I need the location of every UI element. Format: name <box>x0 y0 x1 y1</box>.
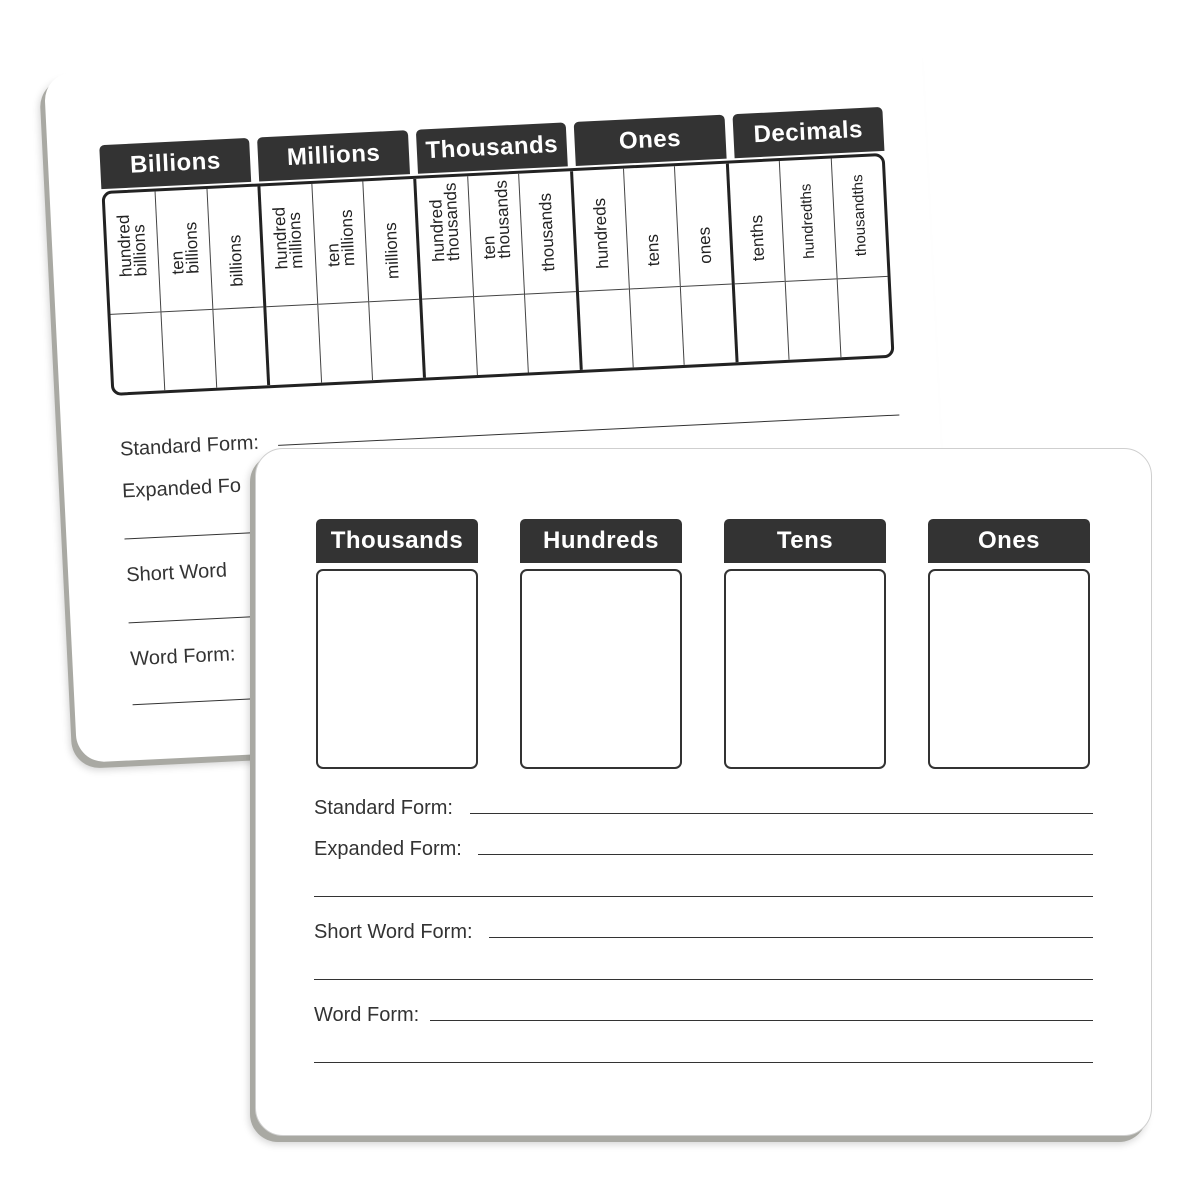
place-column-label <box>207 187 263 310</box>
place-column-cell <box>579 290 633 370</box>
place-column-label <box>312 181 368 304</box>
place-column-text: ones <box>694 226 715 265</box>
standard-form-label: Standard Form: <box>314 797 453 819</box>
place-column-label <box>156 189 212 312</box>
place-column-cell <box>318 302 372 382</box>
back-header-ones: Ones <box>574 115 726 166</box>
place-column-cell <box>681 285 735 365</box>
front-whiteboard <box>255 448 1152 1136</box>
place-column <box>207 187 267 388</box>
short-word-form-line <box>489 937 1093 938</box>
back-header-thousands: Thousands <box>416 122 568 173</box>
word-form-label: Word Form: <box>314 1004 420 1026</box>
tens-box <box>724 569 886 769</box>
place-column-label <box>105 192 161 315</box>
place-column-label <box>780 159 836 282</box>
expanded-form-line <box>478 854 1093 855</box>
place-column-text: hundred thousands <box>425 182 463 263</box>
place-column-text: ten billions <box>167 221 203 276</box>
place-column-text: ten thousands <box>479 179 515 260</box>
short-word-form-label: Short Word Form: <box>314 921 473 943</box>
ones-box <box>928 569 1090 769</box>
place-column-cell <box>162 310 216 390</box>
back-header-millions: Millions <box>257 130 409 181</box>
short-word-form-line-2 <box>314 979 1093 980</box>
place-group-billions <box>105 186 271 392</box>
back-short-word-form-label: Short Word <box>125 559 228 587</box>
back-place-value-headers <box>44 31 921 179</box>
place-column-label <box>261 184 317 307</box>
place-column <box>675 164 735 365</box>
place-column-cell <box>786 279 840 359</box>
place-column-text: billions <box>225 234 247 288</box>
place-column-text: thousandths <box>848 174 870 257</box>
place-column-label <box>675 164 731 287</box>
header-tens: Tens <box>724 519 886 563</box>
place-group-millions <box>261 179 427 385</box>
place-column-text: hundreds <box>589 197 613 270</box>
place-column-label <box>729 161 785 284</box>
place-column-text: hundred billions <box>113 214 151 278</box>
place-column-text: hundred millions <box>269 206 307 270</box>
place-column-cell <box>267 305 321 385</box>
place-column-cell <box>111 312 165 392</box>
place-column-label <box>519 171 575 294</box>
place-group-decimals <box>729 156 892 362</box>
place-column-cell <box>630 287 684 367</box>
header-ones: Ones <box>928 519 1090 563</box>
back-standard-form-line <box>278 414 899 445</box>
place-value-table <box>101 153 894 396</box>
word-form-line <box>430 1020 1093 1021</box>
header-hundreds: Hundreds <box>520 519 682 563</box>
place-column-label <box>573 169 629 292</box>
place-column <box>519 171 579 372</box>
place-column-text: millions <box>381 221 403 280</box>
place-column-text: thousands <box>536 192 559 272</box>
place-column-cell <box>213 307 267 387</box>
place-column-label <box>417 176 473 299</box>
place-column-cell <box>735 282 789 362</box>
hundreds-box <box>520 569 682 769</box>
place-column-cell <box>474 295 528 375</box>
place-group-ones <box>573 164 739 370</box>
expanded-form-label: Expanded Form: <box>314 838 462 860</box>
thousands-box <box>316 569 478 769</box>
place-column-cell <box>525 292 579 372</box>
back-word-form-label: Word Form: <box>129 643 236 671</box>
place-column-label <box>363 179 419 302</box>
back-expanded-form-label: Expanded Fo <box>121 474 242 503</box>
place-column-label <box>831 156 887 279</box>
place-column-cell <box>837 277 891 357</box>
header-thousands: Thousands <box>316 519 478 563</box>
place-column-cell <box>369 300 423 380</box>
place-group-thousands <box>417 171 583 377</box>
place-column-cell <box>423 297 477 377</box>
word-form-line-2 <box>314 1062 1093 1063</box>
place-column-label <box>468 174 524 297</box>
place-column-label <box>624 166 680 289</box>
expanded-form-line-2 <box>314 896 1093 897</box>
place-column-text: tenths <box>746 214 769 262</box>
place-column-text: hundredths <box>797 183 819 260</box>
place-column-text: tens <box>642 233 664 267</box>
standard-form-line <box>470 813 1093 814</box>
back-header-billions: Billions <box>99 138 251 189</box>
back-header-decimals: Decimals <box>732 107 884 158</box>
back-standard-form-label: Standard Form: <box>119 431 260 461</box>
place-column <box>831 156 891 357</box>
place-column-text: ten millions <box>323 209 359 268</box>
place-column <box>363 179 423 380</box>
